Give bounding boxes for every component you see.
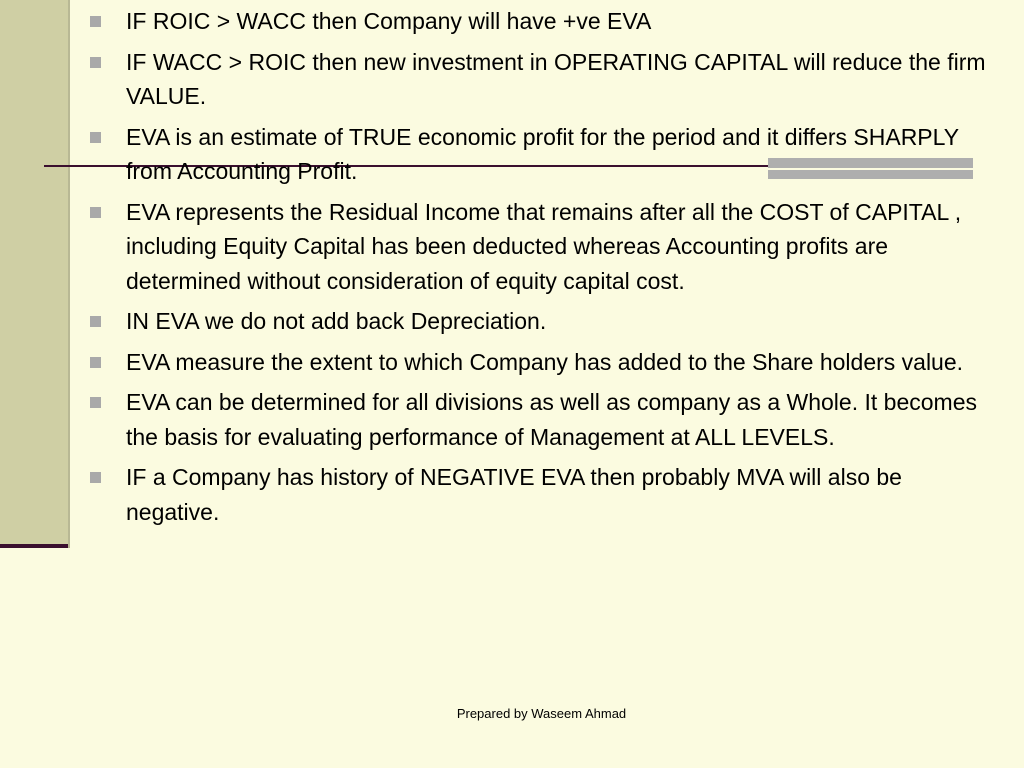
bullet-item [88, 4, 988, 39]
bullet-text: IF ROIC > WACC then Company will have +ve EVA [126, 8, 652, 34]
square-bullet-icon [90, 16, 101, 27]
bullet-text: IN EVA we do not add back Depreciation. [126, 308, 547, 334]
bullet-list [88, 4, 988, 535]
bullet-item [88, 45, 988, 114]
square-bullet-icon [90, 316, 101, 327]
bullet-text: EVA measure the extent to which Company has added to the Share holders value. [126, 348, 964, 375]
square-bullet-icon [90, 207, 101, 218]
bullet-text: EVA is an estimate of TRUE economic profit for the period and it differs SHARPLY from Accounting Profit. [126, 123, 959, 184]
square-bullet-icon [90, 57, 101, 68]
bullet-item [88, 120, 988, 189]
square-bullet-icon [90, 472, 101, 483]
square-bullet-icon [90, 397, 101, 408]
bullet-text: IF a Company has history of NEGATIVE EVA then probably MVA will also be negative. [126, 464, 902, 525]
slide-footer: Prepared by Waseem Ahmad [456, 706, 627, 721]
bullet-text: EVA represents the Residual Income that remains after all the COST of CAPITAL , including Equity Capital has been deducted whereas Accounting profits are determined without consideration of equity capital cost. [126, 198, 962, 294]
bullet-text: IF WACC > ROIC then new investment in OPERATING CAPITAL will reduce the firm VALUE. [126, 48, 986, 109]
left-accent-rule [0, 544, 68, 548]
square-bullet-icon [90, 132, 101, 143]
bullet-item [88, 304, 988, 339]
square-bullet-icon [90, 357, 101, 368]
bullet-text: EVA can be determined for all divisions as well as company as a Whole. It becomes the basis for evaluating performance of Management at ALL LEVELS. [126, 389, 977, 450]
bullet-item [88, 385, 988, 454]
bullet-item [88, 345, 988, 380]
bullet-item [88, 460, 988, 529]
bullet-item [88, 195, 988, 299]
left-decorative-band [0, 0, 70, 548]
